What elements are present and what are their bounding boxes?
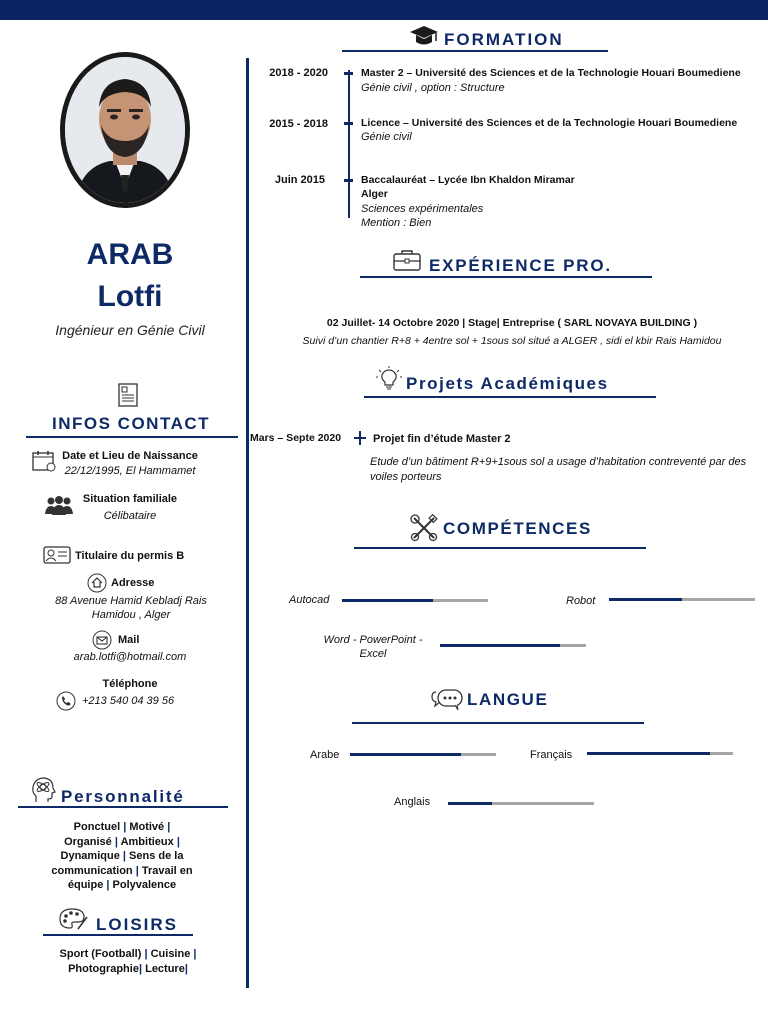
skill-bar: [440, 644, 586, 647]
language-bar: [448, 802, 594, 805]
profile-photo: [60, 52, 190, 208]
hobbies-line: Photographie| Lecture|: [68, 962, 188, 975]
top-banner: [0, 0, 768, 20]
personality-line: communication | Travail en: [51, 864, 193, 877]
skill-name: Word - PowerPoint -Excel: [323, 634, 423, 660]
contact-address-value: 88 Avenue Hamid Kebladj Rais Hamidou , Alger: [55, 595, 207, 621]
personality-line: Organisé | Ambitieux |: [64, 835, 180, 848]
graduation-cap-icon: [408, 24, 440, 53]
lightbulb-icon: [376, 366, 402, 397]
contact-address-label: Adresse: [111, 577, 155, 589]
project-title: Projet fin d’étude Master 2: [373, 433, 511, 445]
skills-heading: COMPÉTENCES: [443, 519, 592, 538]
skill-bar-fill: [440, 644, 560, 647]
project-marker: [354, 431, 366, 445]
personality-line: équipe | Polyvalence: [67, 879, 177, 891]
hobbies-list: [32, 947, 224, 976]
formation-detail: Génie civil , option : Structure: [361, 82, 505, 94]
project-date: Mars – Septe 2020: [250, 432, 342, 444]
languages-heading: LANGUE: [467, 690, 549, 709]
contact-family-label: Situation familiale: [82, 493, 178, 505]
skill-name: Autocad: [289, 594, 330, 606]
formation-detail: Génie civil: [361, 131, 412, 143]
contact-mail-label: Mail: [118, 634, 140, 646]
language-name: Français: [530, 749, 573, 761]
skill-bar: [342, 599, 488, 602]
skill-bar-fill: [342, 599, 433, 602]
formation-marker: [344, 72, 353, 75]
contact-license-label: Titulaire du permis B: [75, 550, 185, 562]
language-bar-fill: [587, 752, 710, 755]
contact-birth-label: Date et Lieu de Naissance: [62, 450, 198, 462]
head-mind-icon: [30, 776, 56, 809]
formation-heading: FORMATION: [444, 30, 564, 49]
experience-heading: EXPÉRIENCE PRO.: [429, 256, 612, 275]
skill-bar: [609, 598, 755, 601]
formation-date: 2015 - 2018: [269, 118, 328, 130]
experience-description: Suivi d’un chantier R+8 + 4entre sol + 1sous sol situé a ALGER , sidi el kbir Rais Hamidou: [302, 335, 722, 347]
palette-icon: [58, 907, 88, 936]
language-bar-fill: [350, 753, 461, 756]
personality-heading: Personnalité: [61, 787, 185, 806]
experience-heading-underline: [360, 276, 652, 278]
formation-heading-underline: [342, 50, 608, 52]
language-name: Anglais: [394, 796, 431, 808]
hobbies-line: Sport (Football) | Cuisine |: [59, 948, 197, 960]
formation-detail: Sciences expérimentales: [361, 203, 484, 215]
experience-summary: 02 Juillet- 14 Octobre 2020 | Stage| Entreprise ( SARL NOVAYA BUILDING ): [326, 317, 698, 329]
tools-icon: [410, 514, 438, 547]
column-divider: [246, 58, 249, 988]
formation-marker: [344, 122, 353, 125]
personality-list: [32, 820, 212, 893]
skill-name: Robot: [566, 595, 596, 607]
hobbies-heading-underline: [43, 934, 193, 936]
contact-phone-value[interactable]: +213 540 04 39 56: [82, 695, 175, 707]
contact-heading-underline: [26, 436, 238, 438]
license-card-icon: [43, 546, 71, 569]
speech-bubbles-icon: [430, 688, 464, 717]
formation-title: Baccalauréat – Lycée Ibn Khaldon Miramar: [361, 174, 575, 186]
personality-line: Dynamique | Sens de la: [60, 850, 184, 862]
hobbies-heading: LOISIRS: [96, 915, 179, 934]
contact-family-value: Célibataire: [103, 510, 157, 522]
first-name: Lotfi: [97, 280, 163, 313]
language-bar-fill: [448, 802, 492, 805]
language-bar: [350, 753, 496, 756]
formation-title: Master 2 – Université des Sciences et de la Technologie Houari Boumediene: [361, 67, 741, 79]
skills-heading-underline: [354, 547, 646, 549]
languages-heading-underline: [352, 722, 644, 724]
phone-icon: [56, 691, 76, 716]
contact-card-icon: [118, 383, 138, 412]
last-name: ARAB: [86, 238, 174, 271]
projects-heading: Projets Académiques: [406, 374, 609, 393]
formation-title-line2: Alger: [361, 188, 388, 200]
personality-heading-underline: [18, 806, 228, 808]
skill-bar-fill: [609, 598, 682, 601]
formation-date: 2018 - 2020: [269, 67, 328, 79]
briefcase-icon: [392, 248, 422, 277]
contact-phone-label: Téléphone: [102, 678, 158, 690]
language-name: Arabe: [310, 749, 340, 761]
job-title: Ingénieur en Génie Civil: [55, 322, 205, 338]
project-description: Etude d’un bâtiment R+9+1sous sol a usage d’habitation contreventé par des voiles porteurs: [370, 456, 747, 483]
contact-birth-value: 22/12/1995, El Hammamet: [64, 465, 196, 477]
formation-title: Licence – Université des Sciences et de la Technologie Houari Boumediene: [361, 117, 738, 129]
projects-heading-underline: [364, 396, 656, 398]
language-bar: [587, 752, 733, 755]
contact-mail-value[interactable]: arab.lotfi@hotmail.com: [73, 651, 187, 663]
formation-marker: [344, 179, 353, 182]
formation-timeline-line: [348, 70, 350, 218]
formation-date: Juin 2015: [274, 174, 325, 186]
contact-heading: INFOS CONTACT: [52, 414, 211, 433]
personality-line: Ponctuel | Motivé |: [73, 821, 171, 833]
formation-detail: Mention : Bien: [361, 217, 432, 229]
